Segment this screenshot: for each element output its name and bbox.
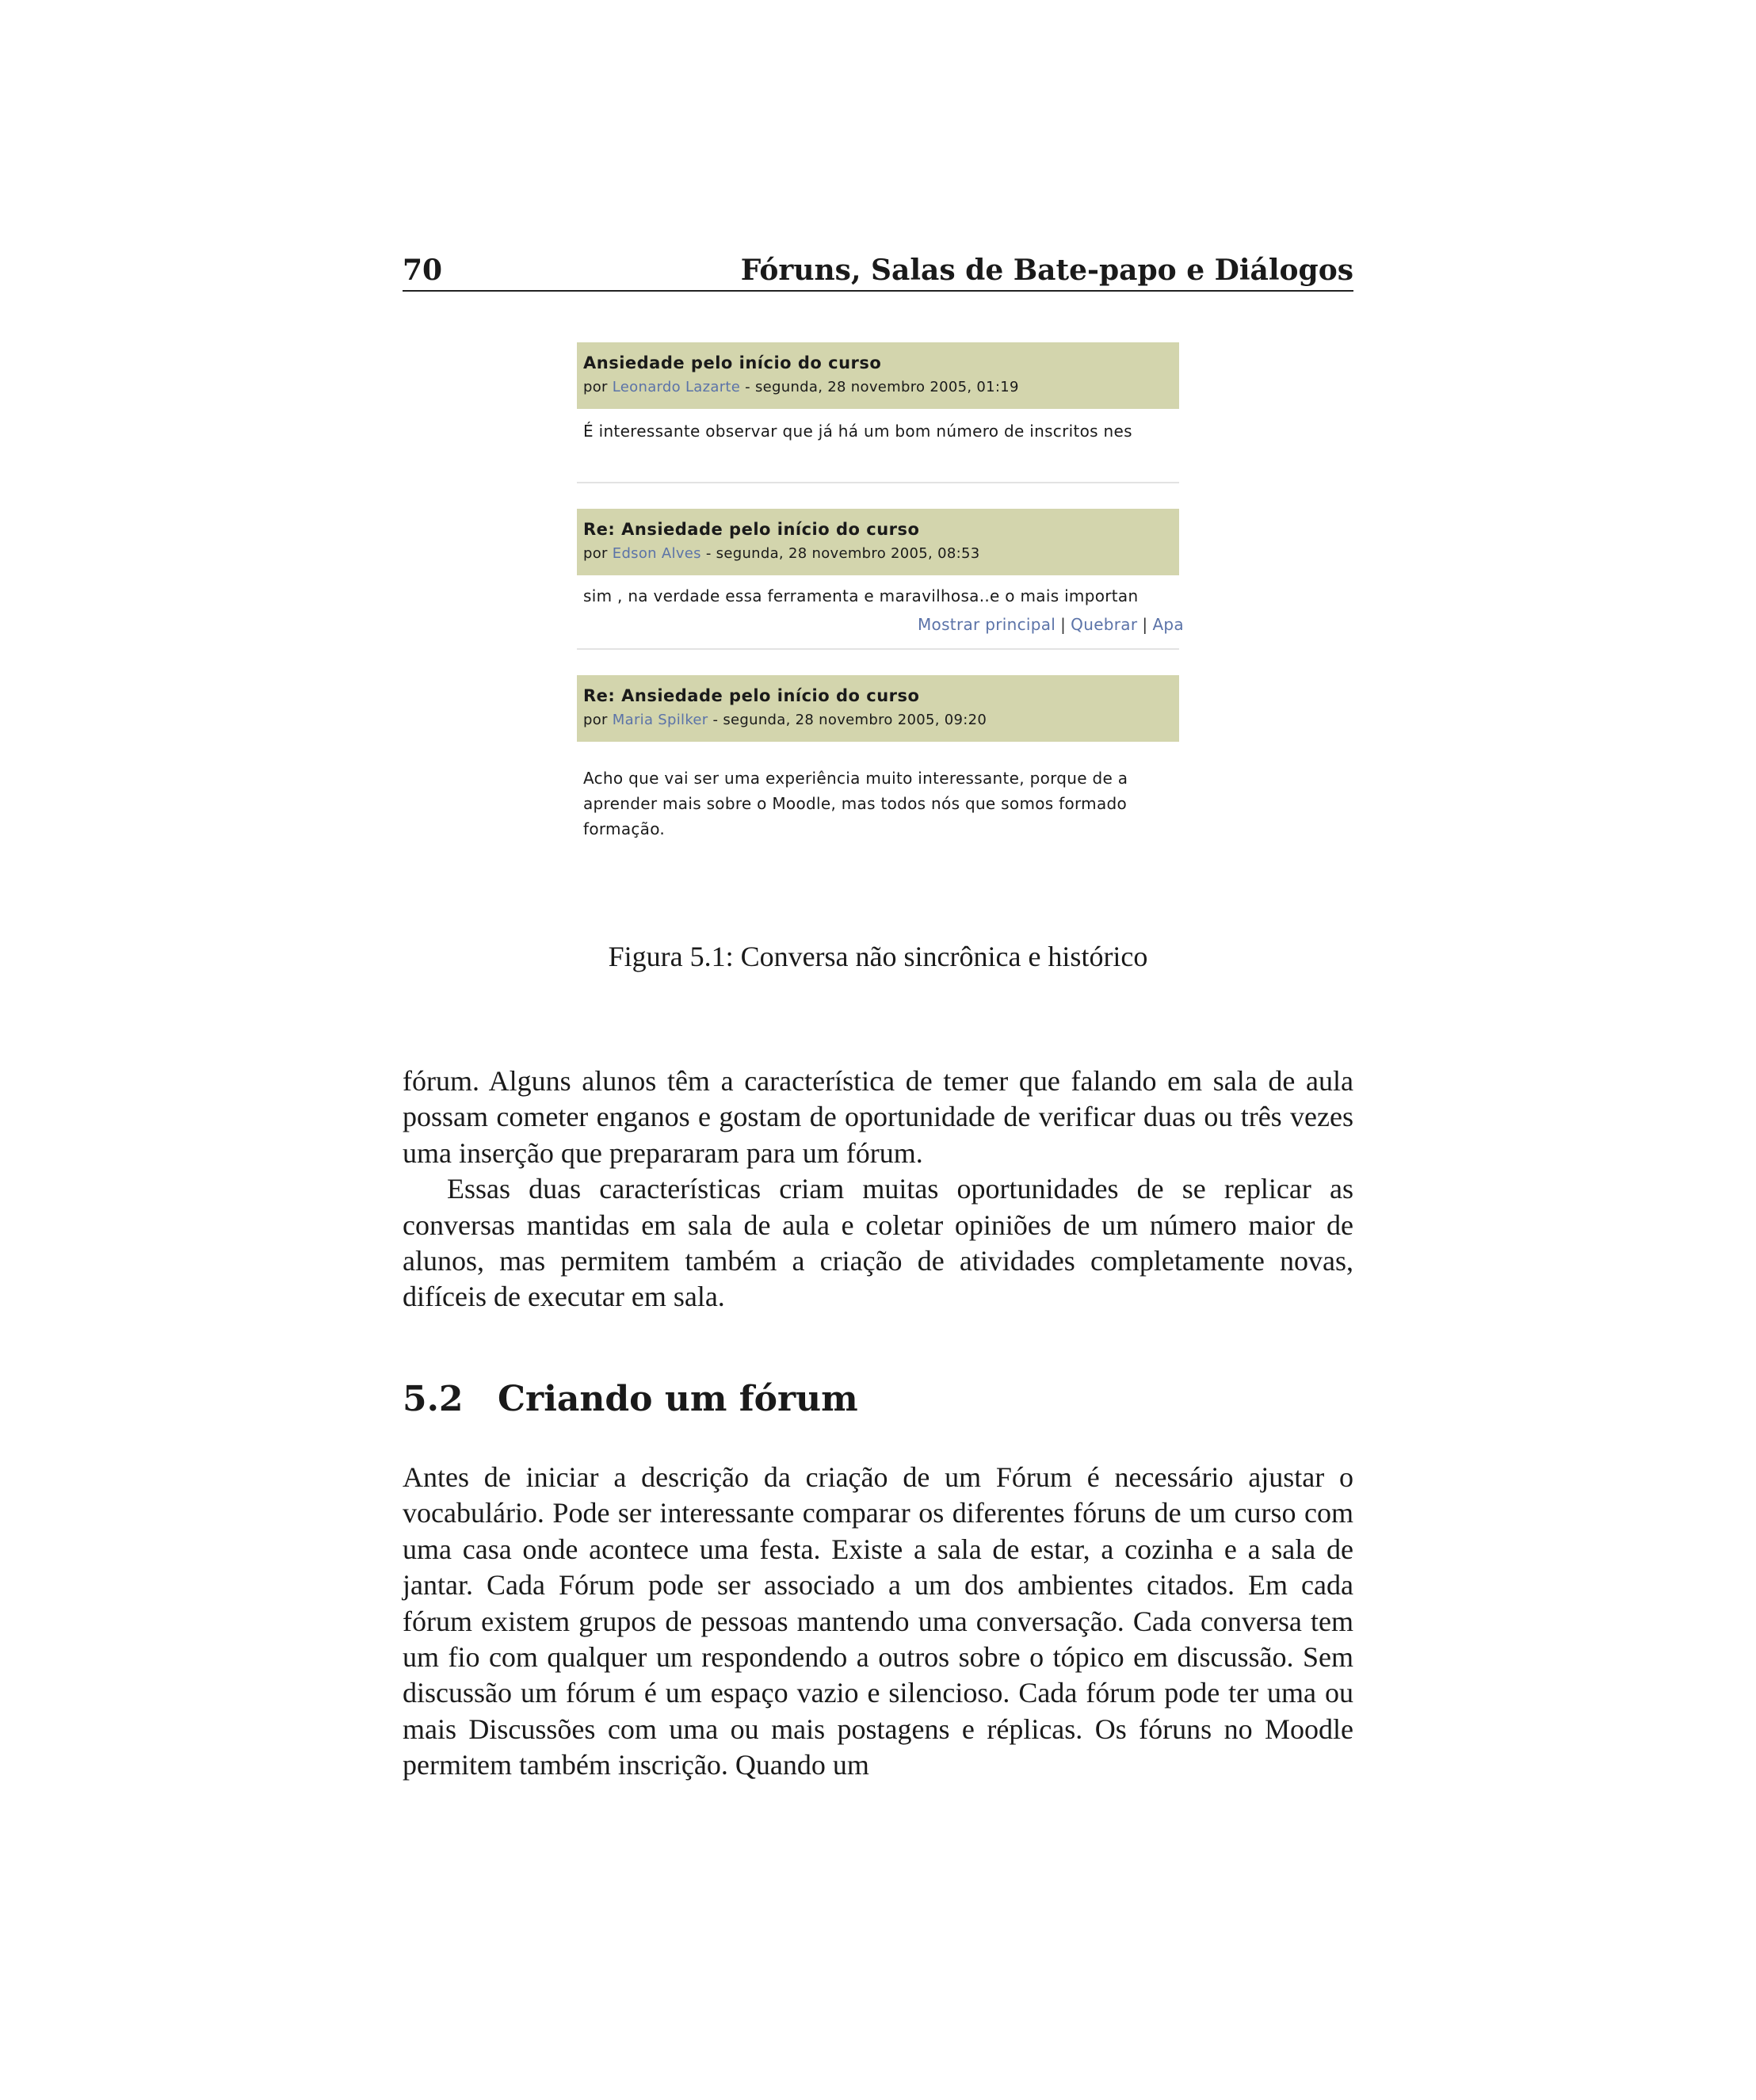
post-body-line: É interessante observar que já há um bom número de inscritos nes: [583, 422, 1132, 441]
page-number: 70: [403, 254, 443, 287]
section-number: 5.2: [403, 1379, 464, 1419]
forum-screenshot-figure: [577, 342, 1184, 865]
post-by: por: [583, 545, 608, 562]
post-body: [577, 575, 1179, 609]
post-meta: [583, 379, 1179, 395]
post-meta: [583, 712, 1179, 728]
link-separator: |: [1060, 615, 1067, 634]
forum-post: [577, 509, 1179, 609]
post-header: [577, 509, 1179, 575]
post-body-line: sim , na verdade essa ferramenta e maravilhosa..e o mais importan: [583, 586, 1139, 605]
post-body-line: formação.: [583, 819, 666, 838]
post-date: - segunda, 28 novembro 2005, 01:19: [745, 379, 1019, 395]
post-subject: Re: Ansiedade pelo início do curso: [583, 520, 920, 539]
show-parent-link[interactable]: Mostrar principal: [918, 615, 1056, 634]
post-divider: [577, 482, 1179, 483]
post-subject: Re: Ansiedade pelo início do curso: [583, 686, 920, 705]
post-body: [577, 409, 1179, 444]
post-header: [577, 342, 1179, 409]
post-date: - segunda, 28 novembro 2005, 08:53: [705, 545, 980, 562]
paragraph: Essas duas características criam muitas oportunidades de se replicar as conversas mantidas em sala de aula e coletar opiniões de um número maior de alunos, mas permitem também a criação de atividades completamente novas, difíceis de executar em sala.: [403, 1173, 1353, 1313]
body-text-bottom: [403, 1460, 1353, 1784]
post-author-link[interactable]: Leonardo Lazarte: [612, 379, 741, 395]
post-author-link[interactable]: Maria Spilker: [612, 712, 708, 728]
post-by: por: [583, 712, 608, 728]
post-author-link[interactable]: Edson Alves: [612, 545, 701, 562]
running-header: [403, 250, 1353, 292]
delete-link[interactable]: Apa: [1152, 615, 1184, 634]
link-separator: |: [1142, 615, 1148, 634]
figure-caption: Figura 5.1: Conversa não sincrônica e histórico: [608, 941, 1148, 972]
post-divider: [577, 648, 1179, 650]
forum-post: [577, 675, 1179, 842]
forum-post: [577, 342, 1179, 444]
post-body-line: aprender mais sobre o Moodle, mas todos nós que somos formado: [583, 794, 1128, 813]
post-commands: [918, 615, 1184, 634]
post-body-line: Acho que vai ser uma experiência muito interessante, porque de a: [583, 769, 1128, 788]
post-meta: [583, 545, 1179, 562]
body-text-top: [403, 1063, 1353, 1315]
section-title: Criando um fórum: [498, 1379, 858, 1419]
post-header: [577, 675, 1179, 742]
post-subject: Ansiedade pelo início do curso: [583, 353, 882, 372]
post-date: - segunda, 28 novembro 2005, 09:20: [712, 712, 987, 728]
split-link[interactable]: Quebrar: [1071, 615, 1138, 634]
chapter-title: Fóruns, Salas de Bate-papo e Diálogos: [740, 254, 1353, 287]
post-body: [577, 742, 1179, 842]
section-heading: [403, 1379, 858, 1419]
paragraph: fórum. Alguns alunos têm a característica de temer que falando em sala de aula possam cometer enganos e gostam de oportunidade de verificar duas ou três vezes uma inserção que prepararam para um fórum.: [403, 1065, 1353, 1169]
post-by: por: [583, 379, 608, 395]
paragraph: Antes de iniciar a descrição da criação de um Fórum é necessário ajustar o vocabulário. Pode ser interessante comparar os diferentes fóruns de um curso com uma casa onde acontece uma festa. Existe a sala de estar, a cozinha e a sala de jantar. Cada Fórum pode ser associado a um dos ambientes citados. Em cada fórum existem grupos de pessoas mantendo uma conversação. Cada conversa tem um fio com qualquer um respondendo a outros sobre o tópico em discussão. Sem discussão um fórum é um espaço vazio e silencioso. Cada fórum pode ter uma ou mais Discussões com uma ou mais postagens e réplicas. Os fóruns no Moodle permitem também inscrição. Quando um: [403, 1461, 1353, 1781]
